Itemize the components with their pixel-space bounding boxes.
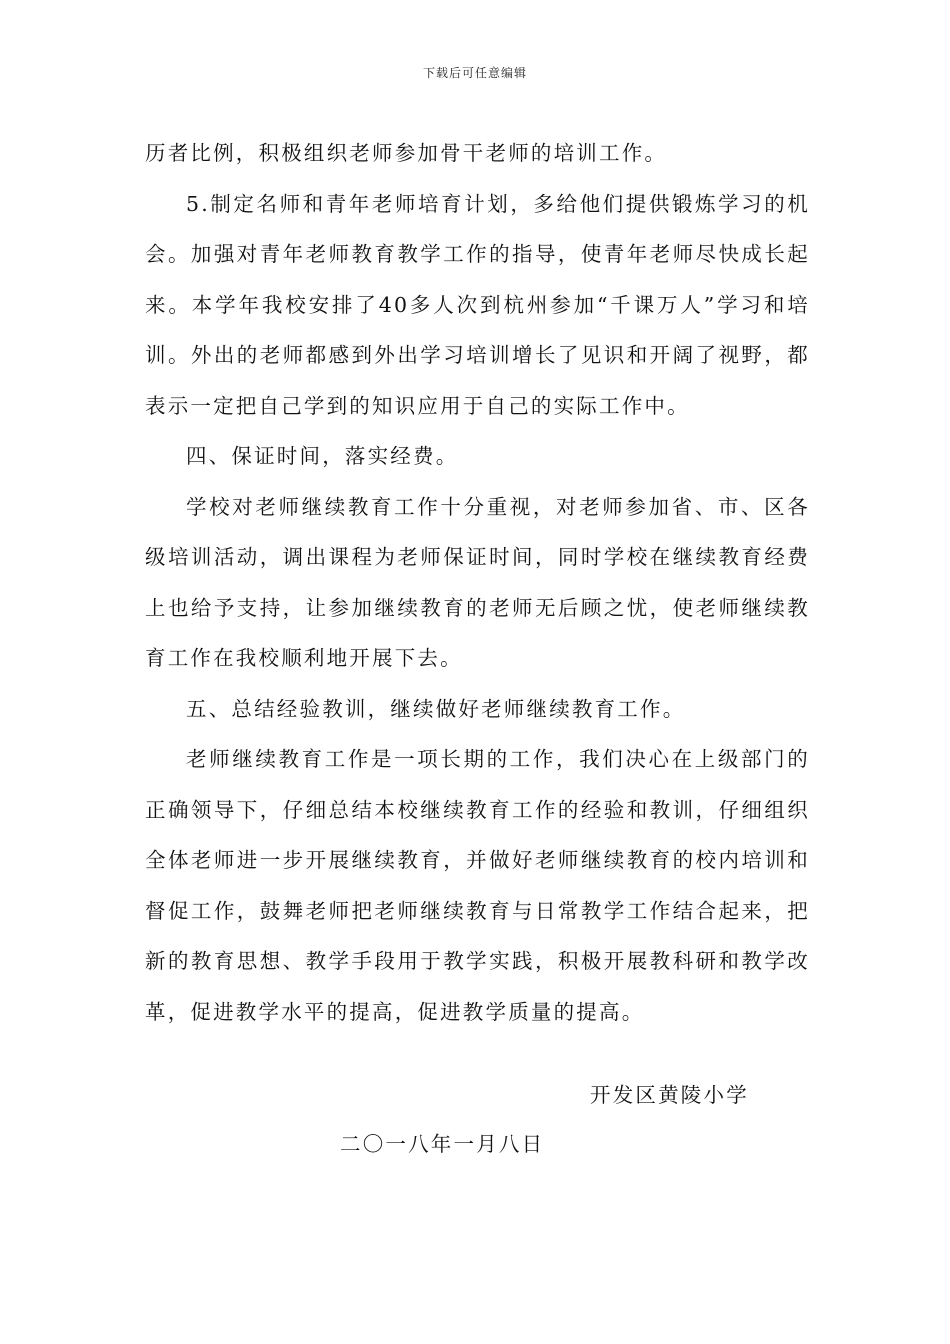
section-heading-5: 五、总结经验教训，继续做好老师继续教育工作。 bbox=[186, 696, 686, 721]
section-heading-4: 四、保证时间，落实经费。 bbox=[186, 444, 459, 468]
document-body bbox=[145, 128, 810, 1037]
paragraph-item-5: 5.制定名师和青年老师培育计划，多给他们提供锻炼学习的机会。加强对青年老师教育教学工作的指导，使青年老师尽快成长起来。本学年我校安排了40多人次到杭州参加“千课万人”学习和培训。外出的老师都感到外出学习培训增长了见识和开阔了视野，都表示一定把自己学到的知识应用于自己的实际工作中。 bbox=[145, 191, 810, 418]
signature-school: 开发区黄陵小学 bbox=[590, 1083, 749, 1107]
paragraph-continuation: 历者比例，积极组织老师参加骨干老师的培训工作。 bbox=[145, 141, 668, 165]
paragraph-section-5: 老师继续教育工作是一项长期的工作，我们决心在上级部门的正确领导下，仔细总结本校继续教育工作的经验和教训，仔细组织全体老师进一步开展继续教育，并做好老师继续教育的校内培训和督促工作，鼓舞老师把老师继续教育与日常教学工作结合起来，把新的教育思想、教学手段用于教学实践，积极开展教科研和教学改革，促进教学水平的提高，促进教学质量的提高。 bbox=[145, 747, 810, 1024]
paragraph-section-4: 学校对老师继续教育工作十分重视，对老师参加省、市、区各级培训活动，调出课程为老师保证时间，同时学校在继续教育经费上也给予支持，让参加继续教育的老师无后顾之忧，使老师继续教育工作在我校顺利地开展下去。 bbox=[145, 494, 810, 670]
header-note: 下载后可任意编辑 bbox=[422, 66, 527, 80]
signature-date: 二〇一八年一月八日 bbox=[340, 1132, 545, 1156]
